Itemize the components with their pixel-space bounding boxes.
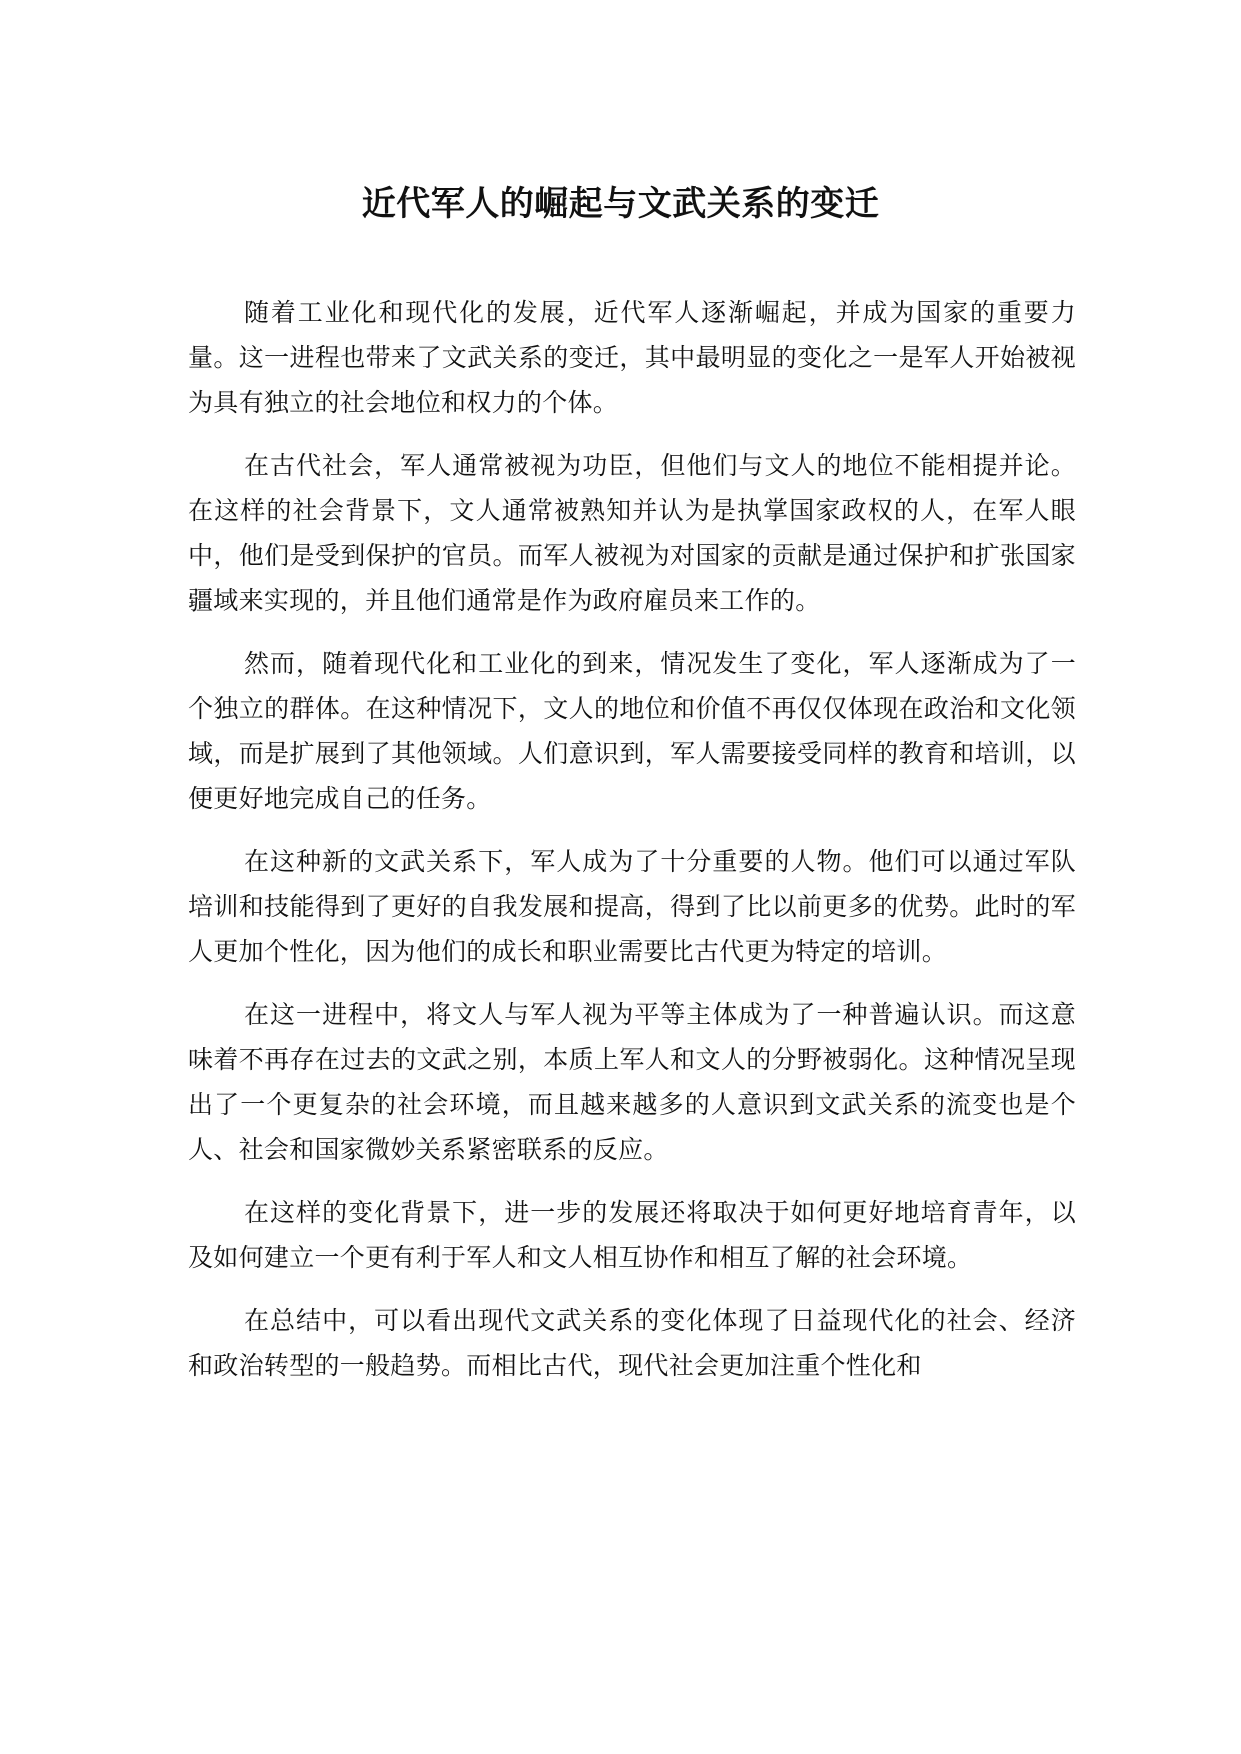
paragraph: 在这一进程中，将文人与军人视为平等主体成为了一种普遍认识。而这意味着不再存在过去的文武之别，本质上军人和文人的分野被弱化。这种情况呈现出了一个更复杂的社会环境，而且越来越多的人意识到文武关系的流变也是个人、社会和国家微妙关系紧密联系的反应。 xyxy=(188,1000,1076,1164)
paragraph: 随着工业化和现代化的发展，近代军人逐渐崛起，并成为国家的重要力量。这一进程也带来了文武关系的变迁，其中最明显的变化之一是军人开始被视为具有独立的社会地位和权力的个体。 xyxy=(188,298,1076,417)
paragraph: 在这种新的文武关系下，军人成为了十分重要的人物。他们可以通过军队培训和技能得到了更好的自我发展和提高，得到了比以前更多的优势。此时的军人更加个性化，因为他们的成长和职业需要比古代更为特定的培训。 xyxy=(188,847,1076,966)
document-body xyxy=(188,290,1076,1406)
paragraph: 然而，随着现代化和工业化的到来，情况发生了变化，军人逐渐成为了一个独立的群体。在这种情况下，文人的地位和价值不再仅仅体现在政治和文化领域，而是扩展到了其他领域。人们意识到，军人需要接受同样的教育和培训，以便更好地完成自己的任务。 xyxy=(188,649,1076,813)
paragraph: 在这样的变化背景下，进一步的发展还将取决于如何更好地培育青年，以及如何建立一个更有利于军人和文人相互协作和相互了解的社会环境。 xyxy=(188,1198,1076,1272)
paragraph: 在总结中，可以看出现代文武关系的变化体现了日益现代化的社会、经济和政治转型的一般趋势。而相比古代，现代社会更加注重个性化和 xyxy=(188,1306,1076,1380)
paragraph: 在古代社会，军人通常被视为功臣，但他们与文人的地位不能相提并论。在这样的社会背景下，文人通常被熟知并认为是执掌国家政权的人，在军人眼中，他们是受到保护的官员。而军人被视为对国家的贡献是通过保护和扩张国家疆域来实现的，并且他们通常是作为政府雇员来工作的。 xyxy=(188,451,1076,615)
document-title: 近代军人的崛起与文武关系的变迁 xyxy=(361,184,880,224)
